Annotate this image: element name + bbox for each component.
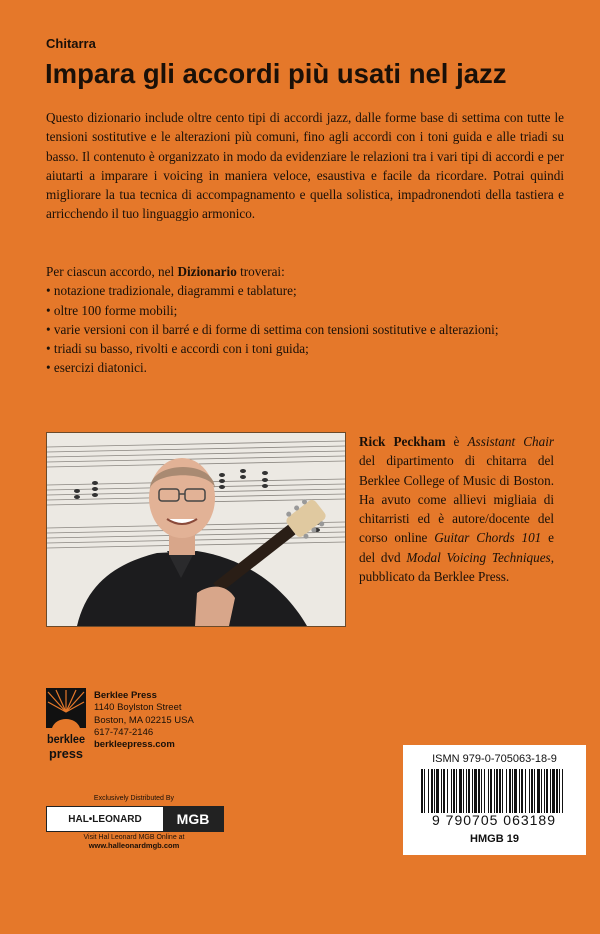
svg-text:press: press	[49, 746, 83, 761]
publisher-city: Boston, MA 02215 USA	[94, 714, 194, 726]
catalog-code: HMGB 19	[470, 833, 519, 845]
barcode-box	[403, 745, 586, 855]
author-name: Rick Peckham	[359, 434, 446, 449]
berklee-press-logo	[46, 688, 86, 768]
svg-text:berklee: berklee	[47, 732, 86, 746]
author-photo	[46, 432, 346, 627]
features-lead	[46, 262, 576, 281]
lead-text: Per ciascun accordo, nel	[46, 264, 178, 279]
book-title: Impara gli accordi più usati nel jazz	[45, 58, 507, 89]
feature-items	[46, 281, 576, 377]
category-label: Chitarra	[46, 36, 96, 51]
publisher-address	[94, 690, 294, 751]
distributed-by-label: Exclusively Distributed By	[93, 795, 175, 802]
publisher-name: Berklee Press	[94, 690, 157, 701]
intro-paragraph: Questo dizionario include oltre cento tipi di accordi jazz, dalle forme base di settima con tutte le tensioni sostitutive e le alterazioni più comuni, fino agli accordi con i toni guida e alle triadi su basso. Il contenuto è organizzato in modo da evidenziare le relazioni tra i vari tipi di accordi e per aiutarti a imparare i voicing in maniera veloce, esaustiva e facile da ricordare. Potrai quindi migliorare la tua tecnica di accompagnamento e quella solistica, impadronendoti della tastiera e arricchendo il tuo linguaggio armonico.	[46, 110, 564, 222]
list-item: • triadi su basso, rivolti e accordi con i toni guida;	[46, 339, 576, 358]
list-item: • oltre 100 forme mobili;	[46, 301, 576, 320]
ismn-number: ISMN 979-0-705063-18-9	[432, 753, 557, 765]
bio-text: , pubblicato da Berklee Press.	[359, 549, 554, 585]
author-role: Assistant Chair	[467, 434, 554, 449]
bio-text: del dipartimento di chitarra del Berklee College of Music di Boston. Ha avuto come allievi migliaia di chitarristi ed è autore/docente del corso online	[359, 453, 554, 546]
distributor-url[interactable]: www.halleonardmgb.com	[88, 841, 180, 850]
publisher-website[interactable]: berkleepress.com	[94, 739, 175, 751]
lead-text-end: troverai:	[236, 264, 285, 279]
publisher-street: 1140 Boylston Street	[94, 702, 182, 714]
barcode-digits: 9 790705 063189	[432, 812, 556, 828]
author-bio	[359, 432, 554, 586]
course-title: Guitar Chords 101	[434, 530, 542, 546]
list-item: • varie versioni con il barré e di forme di settima con tensioni sostitutive e alterazioni;	[46, 320, 576, 339]
list-item: • notazione tradizionale, diagrammi e tablature;	[46, 281, 576, 300]
list-item: • esercizi diatonici.	[46, 358, 576, 377]
bio-text: e del dvd	[359, 530, 554, 565]
hal-leonard-mgb-logo	[46, 806, 224, 832]
mgb-wordmark: MGB	[163, 807, 223, 831]
visit-label: Visit Hal Leonard MGB Online at	[83, 834, 185, 841]
hal-leonard-wordmark: HAL•LEONARD	[47, 807, 163, 831]
dvd-title: Modal Voicing Techniques	[406, 549, 551, 565]
features-list	[46, 262, 576, 378]
bio-text: è	[445, 434, 468, 449]
distributor-block	[46, 795, 222, 850]
lead-bold: Dizionario	[177, 264, 237, 279]
publisher-phone: 617-747-2146	[94, 726, 154, 738]
